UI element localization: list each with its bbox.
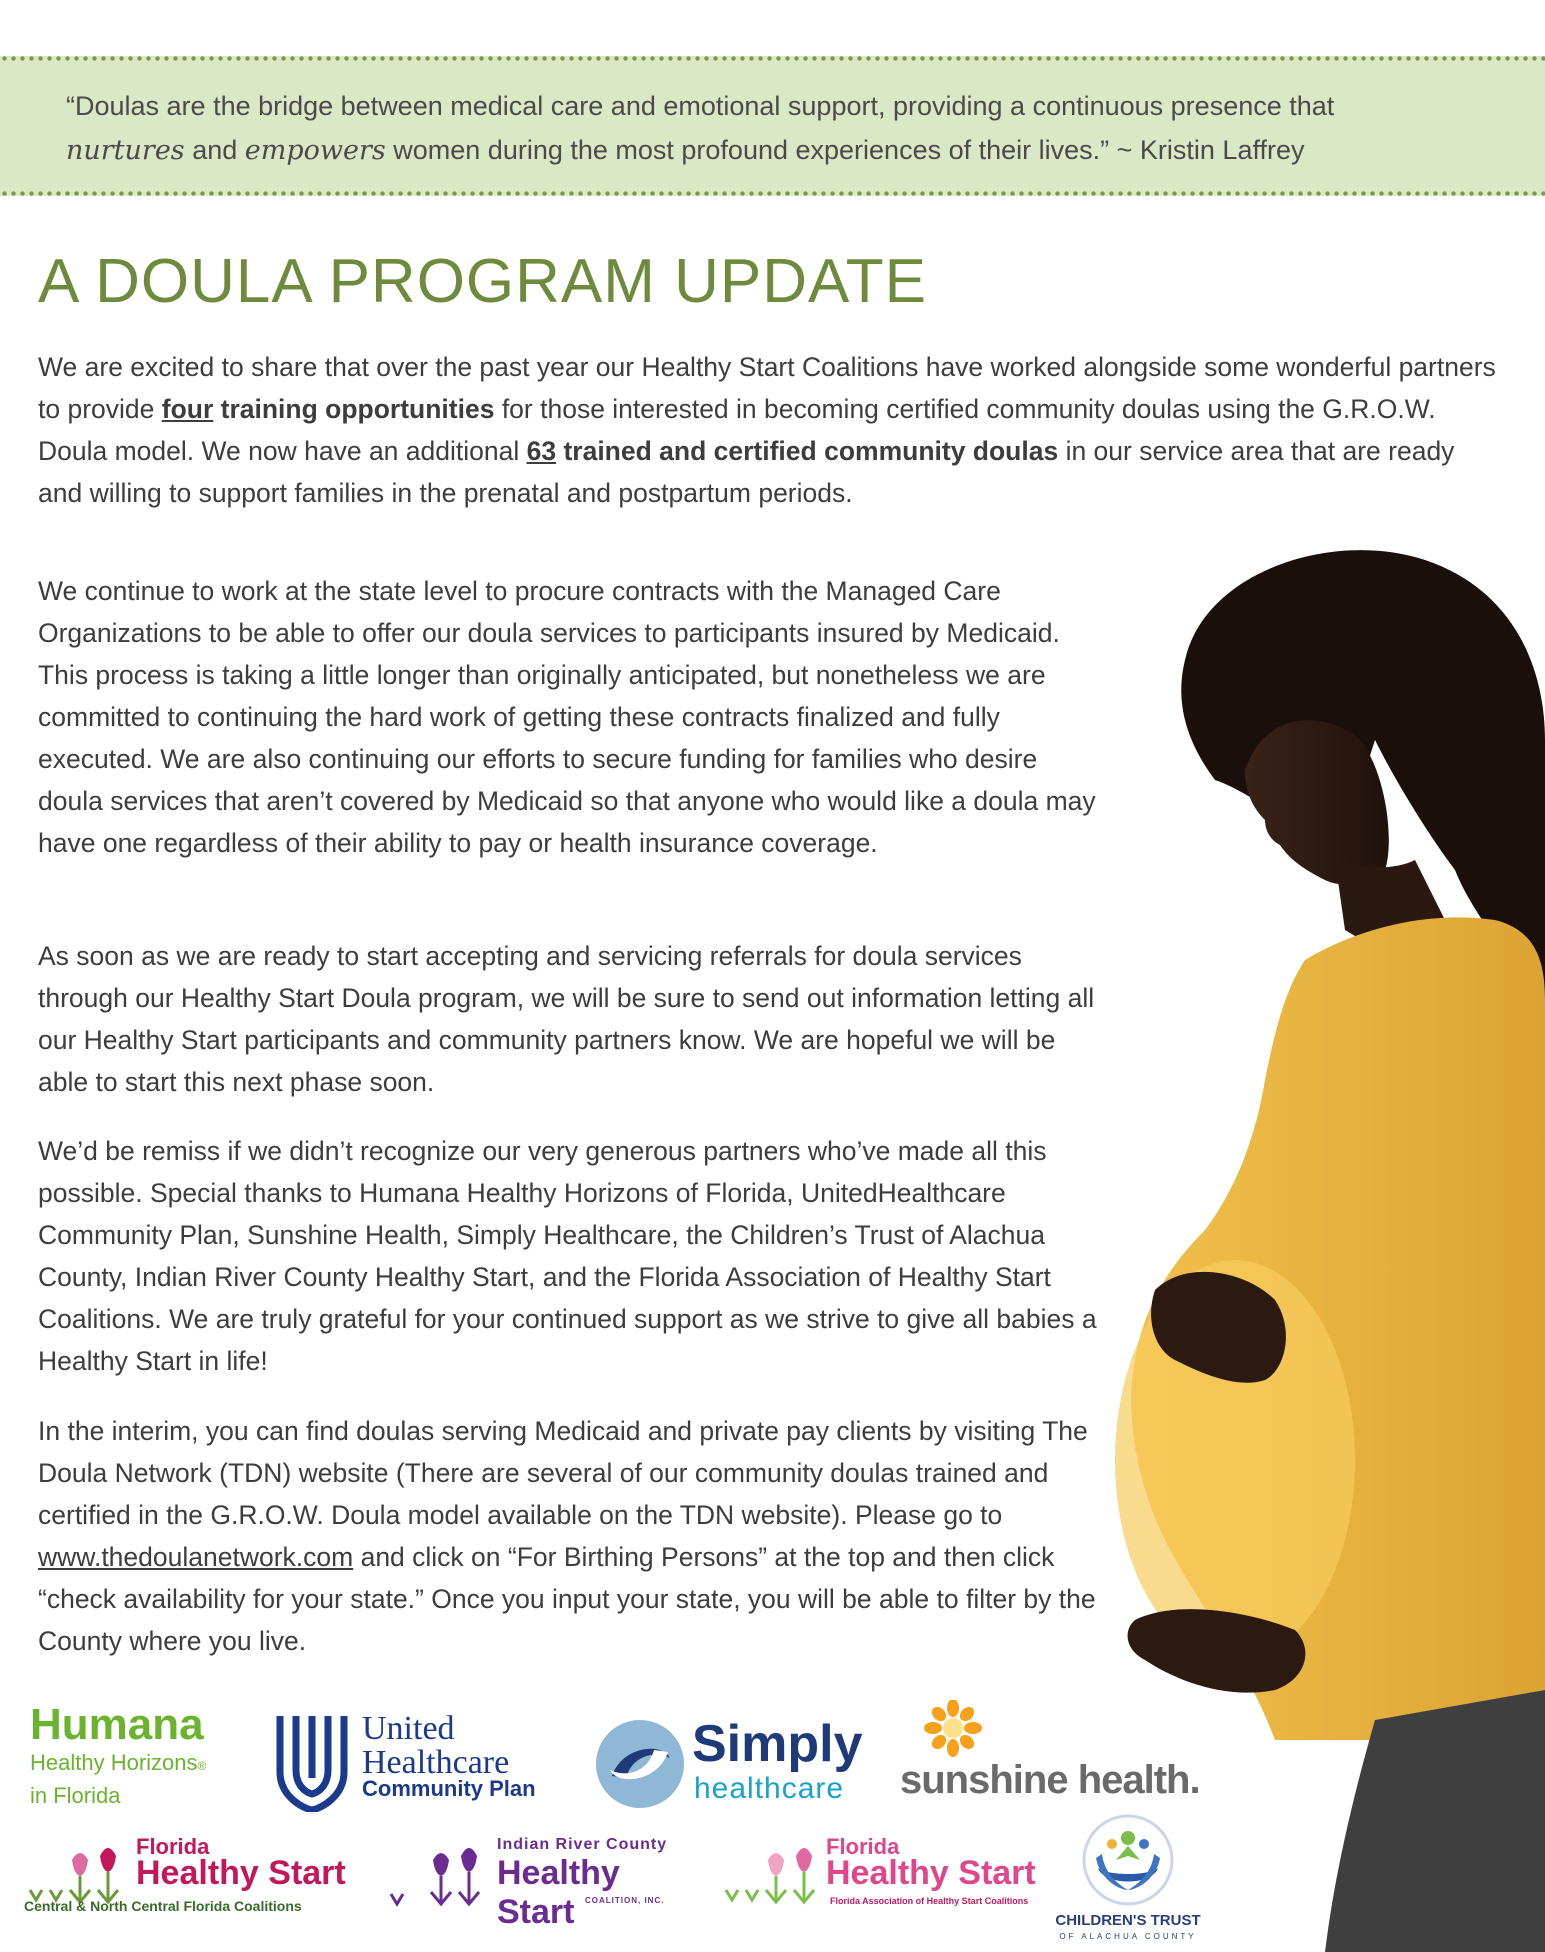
indian-river-healthy-start-logo bbox=[385, 1834, 705, 1931]
dotted-border-bottom bbox=[0, 191, 1545, 196]
simply-swirl-icon bbox=[592, 1716, 688, 1812]
hs3-sub: Florida Association of Healthy Start Coalitions bbox=[830, 1896, 1029, 1906]
tulip-icon bbox=[385, 1838, 495, 1908]
doula-network-link[interactable]: www.thedoulanetwork.com bbox=[38, 1542, 354, 1572]
simply-healthcare-logo bbox=[592, 1716, 882, 1816]
uhc-shield-icon bbox=[272, 1712, 352, 1812]
intro-training: training opportunities bbox=[213, 394, 495, 424]
hs2-sub: COALITION, INC. bbox=[585, 1896, 665, 1905]
quote-word-nurtures: nurtures bbox=[66, 135, 185, 166]
paragraph-state-contracts: We continue to work at the state level to procure contracts with the Managed Care Organizations to be able to offer our doula services to participants insured by Medicaid. This process is taking a little longer than originally anticipated, but nonetheless we are committed to continuing the hard work of getting these contracts finalized and fully executed. We are also continuing our efforts to secure funding for families who desire doula services that aren’t covered by Medicaid so that anyone who would like a doula may have one regardless of their ability to pay or health insurance coverage. bbox=[38, 576, 1096, 858]
humana-reg: ® bbox=[197, 1759, 207, 1773]
hs2-county: Indian River County bbox=[497, 1836, 668, 1853]
dotted-border-top bbox=[0, 56, 1545, 61]
humana-line3: in Florida bbox=[30, 1783, 121, 1808]
paragraph-partners-thanks: We’d be remiss if we didn’t recognize our very generous partners who’ve made all this possible. Special thanks to Humana Healthy Horizons of Florida, UnitedHealthcare Community Plan, Sunshine Health, Simply Healthcare, the Children’s Trust of Alachua County, Indian River County Healthy Start, and the Florida Association of Healthy Start Coalitions. We are truly grateful for your continued support as we strive to give all babies a Healthy Start in life! bbox=[38, 1136, 1097, 1376]
humana-name: Humana bbox=[30, 1700, 204, 1749]
quote-word-empowers: empowers bbox=[244, 135, 386, 166]
childrens-trust-logo bbox=[1048, 1810, 1208, 1945]
intro-trained: trained and certified community doulas bbox=[556, 436, 1059, 466]
intro-text-a: We are excited to share that over the past year our Healthy Start Coalitions have worked alongside some wonderful partners to provide bbox=[38, 352, 1496, 424]
unitedhealthcare-logo bbox=[272, 1712, 572, 1812]
childrens-trust-hands-icon bbox=[1078, 1810, 1178, 1910]
simply-line1: Simply bbox=[692, 1715, 863, 1773]
ct-name: CHILDREN'S TRUST bbox=[1055, 1912, 1201, 1929]
healthy-start-central-logo bbox=[24, 1834, 364, 1914]
hs2-name: Healthy Start bbox=[497, 1854, 620, 1931]
paragraph-doula-network bbox=[38, 1410, 1098, 1662]
sunshine-name: sunshine health. bbox=[900, 1758, 1200, 1802]
uhc-line3: Community Plan bbox=[362, 1776, 536, 1801]
quote-and: and bbox=[192, 135, 238, 165]
humana-line2: Healthy Horizons bbox=[30, 1750, 198, 1775]
paragraph-intro bbox=[38, 346, 1498, 514]
page-title: A DOULA PROGRAM UPDATE bbox=[38, 247, 928, 316]
ct-sub: OF ALACHUA COUNTY bbox=[1059, 1932, 1197, 1941]
quote-line-1: “Doulas are the bridge between medical care and emotional support, providing a continuous presence that bbox=[66, 91, 1335, 121]
network-text-b: and click on “For Birthing Persons” at the top and then click “check availability for your state.” Once you input your state, you will be able to filter by the County where you live. bbox=[38, 1542, 1096, 1656]
simply-line2: healthcare bbox=[694, 1772, 845, 1805]
network-text-a: In the interim, you can find doulas serving Medicaid and private pay clients by visiting The Doula Network (TDN) website (There are several of our community doulas trained and certified in the G.R.O.W. Doula model available on the TDN website). Please go to bbox=[38, 1416, 1088, 1530]
sunshine-health-logo bbox=[898, 1700, 1208, 1810]
intro-text-c: in our service area that are ready and willing to support families in the prenatal and postpartum periods. bbox=[38, 436, 1455, 508]
hs3-name: Healthy Start bbox=[826, 1854, 1036, 1892]
intro-text-b: for those interested in becoming certified community doulas using the G.R.O.W. Doula model. We now have an additional bbox=[38, 394, 1436, 466]
intro-63: 63 bbox=[526, 436, 557, 466]
hs1-florida: Florida bbox=[136, 1834, 210, 1859]
quote-banner bbox=[0, 56, 1545, 196]
quote-line-2: women during the most profound experiences of their lives.” ~ Kristin Laffrey bbox=[393, 135, 1305, 165]
florida-association-healthy-start-logo bbox=[720, 1834, 1040, 1914]
uhc-line2: Healthcare bbox=[362, 1744, 510, 1781]
sun-flower-icon bbox=[918, 1700, 988, 1758]
intro-four: four bbox=[161, 394, 214, 424]
hs1-sub: Central & North Central Florida Coalitions bbox=[24, 1898, 302, 1914]
hs1-name: Healthy Start bbox=[136, 1854, 346, 1892]
uhc-line1: United bbox=[362, 1710, 455, 1747]
tulip-icon bbox=[720, 1838, 830, 1908]
hs3-florida: Florida bbox=[826, 1834, 900, 1859]
quote-text bbox=[66, 84, 1496, 173]
paragraph-referrals: As soon as we are ready to start accepting and servicing referrals for doula services through our Healthy Start Doula program, we will be sure to send out information letting all our Healthy Start participants and community partners know. We are hopeful we will be able to start this next phase soon. bbox=[38, 941, 1095, 1097]
humana-logo bbox=[30, 1702, 270, 1812]
